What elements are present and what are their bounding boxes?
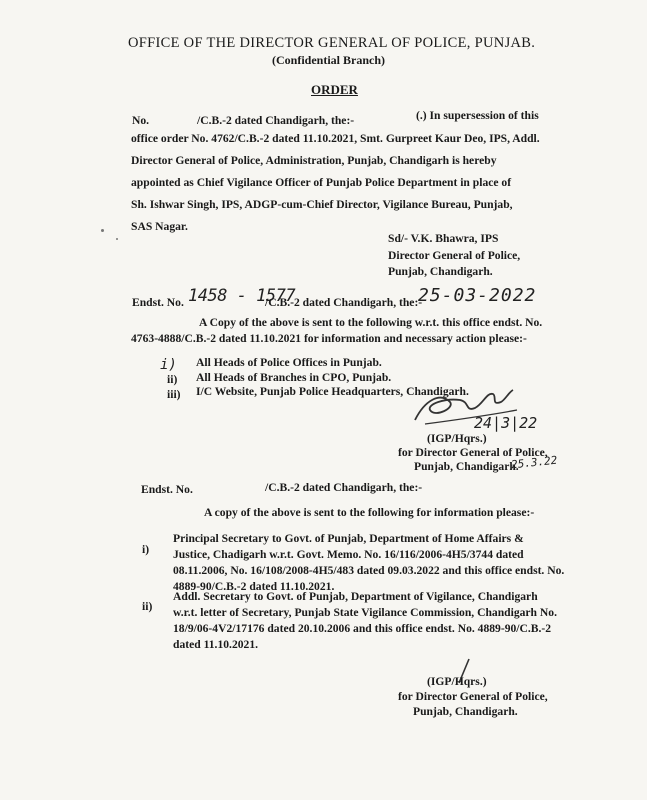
order-title: ORDER	[311, 82, 358, 97]
signatory-title: Director General of Police,	[388, 249, 521, 262]
order-ref-no: No.	[132, 114, 150, 127]
branch-heading: (Confidential Branch)	[272, 53, 386, 67]
list-item-line: dated 11.10.2021.	[173, 638, 259, 651]
signatory-place: Punjab, Chandigarh.	[414, 460, 519, 473]
endst1-line: 4763-4888/C.B.-2 dated 11.10.2021 for information and necessary action please:-	[131, 332, 527, 345]
endst1-middle: /C.B.-2 dated Chandigarh, the:-	[265, 296, 423, 309]
order-ref-tail: (.) In supersession of this	[416, 109, 539, 122]
signatory-igp: (IGP/Hqrs.)	[427, 675, 487, 688]
list-num: i)	[142, 543, 150, 556]
list-item: All Heads of Branches in CPO, Punjab.	[196, 371, 392, 384]
signatory-title: for Director General of Police,	[398, 690, 548, 703]
list-item-line: Principal Secretary to Govt. of Punjab, Department of Home Affairs &	[173, 532, 524, 545]
signatory-place: Punjab, Chandigarh.	[388, 265, 493, 278]
list-num: ii)	[142, 600, 153, 613]
order-ref-cb: /C.B.-2 dated Chandigarh, the:-	[197, 114, 355, 127]
list-num: ii)	[167, 373, 178, 386]
order-line: Director General of Police, Administration, Punjab, Chandigarh is hereby	[131, 154, 497, 167]
list-item-line: Addl. Secretary to Govt. of Punjab, Department of Vigilance, Chandigarh	[173, 590, 538, 603]
endst1-prefix: Endst. No.	[132, 296, 184, 309]
list-item: All Heads of Police Offices in Punjab.	[196, 356, 382, 369]
signature-handwritten-date: 24|3|22	[474, 414, 538, 432]
endst1-handwritten-date: 25-03-2022	[418, 285, 537, 306]
handwritten-date: 25.3.22	[510, 453, 558, 472]
signatory-place: Punjab, Chandigarh.	[413, 705, 518, 718]
endst2-prefix: Endst. No.	[141, 483, 193, 496]
list-item-line: 4889-90/C.B.-2 dated 11.10.2021.	[173, 580, 335, 593]
scan-speck	[116, 238, 118, 240]
list-num: i)	[160, 357, 177, 373]
list-item-line: w.r.t. letter of Secretary, Punjab State Vigilance Commission, Chandigarh No.	[173, 606, 557, 619]
signatory-title: for Director General of Police,	[398, 446, 548, 459]
order-line: appointed as Chief Vigilance Officer of Punjab Police Department in place of	[131, 176, 512, 189]
list-num: iii)	[167, 388, 181, 401]
signatory-name: Sd/- V.K. Bhawra, IPS	[388, 232, 499, 245]
scan-speck	[101, 229, 104, 232]
endst1-handwritten-no: 1458 - 1577	[188, 286, 296, 306]
list-item: I/C Website, Punjab Police Headquarters, Chandigarh.	[196, 385, 469, 398]
endst2-middle: /C.B.-2 dated Chandigarh, the:-	[265, 481, 423, 494]
endst1-line: A Copy of the above is sent to the following w.r.t. this office endst. No.	[199, 316, 543, 329]
order-line: Sh. Ishwar Singh, IPS, ADGP-cum-Chief Director, Vigilance Bureau, Punjab,	[131, 198, 513, 211]
endst2-intro: A copy of the above is sent to the following for information please:-	[204, 506, 535, 519]
list-item-line: Justice, Chadigarh w.r.t. Govt. Memo. No. 16/116/2006-4H5/3744 dated	[173, 548, 524, 561]
order-line: office order No. 4762/C.B.-2 dated 11.10.2021, Smt. Gurpreet Kaur Deo, IPS, Addl.	[131, 132, 540, 145]
signatory-igp: (IGP/Hqrs.)	[427, 432, 487, 445]
list-item-line: 18/9/06-4V2/17176 dated 20.10.2006 and this office endst. No. 4889-90/C.B.-2	[173, 622, 552, 635]
order-line: SAS Nagar.	[131, 220, 188, 233]
list-item-line: 08.11.2006, No. 16/108/2008-4H5/483 dated 09.03.2022 and this office endst. No.	[173, 564, 565, 577]
office-heading: OFFICE OF THE DIRECTOR GENERAL OF POLICE, PUNJAB.	[128, 35, 536, 51]
